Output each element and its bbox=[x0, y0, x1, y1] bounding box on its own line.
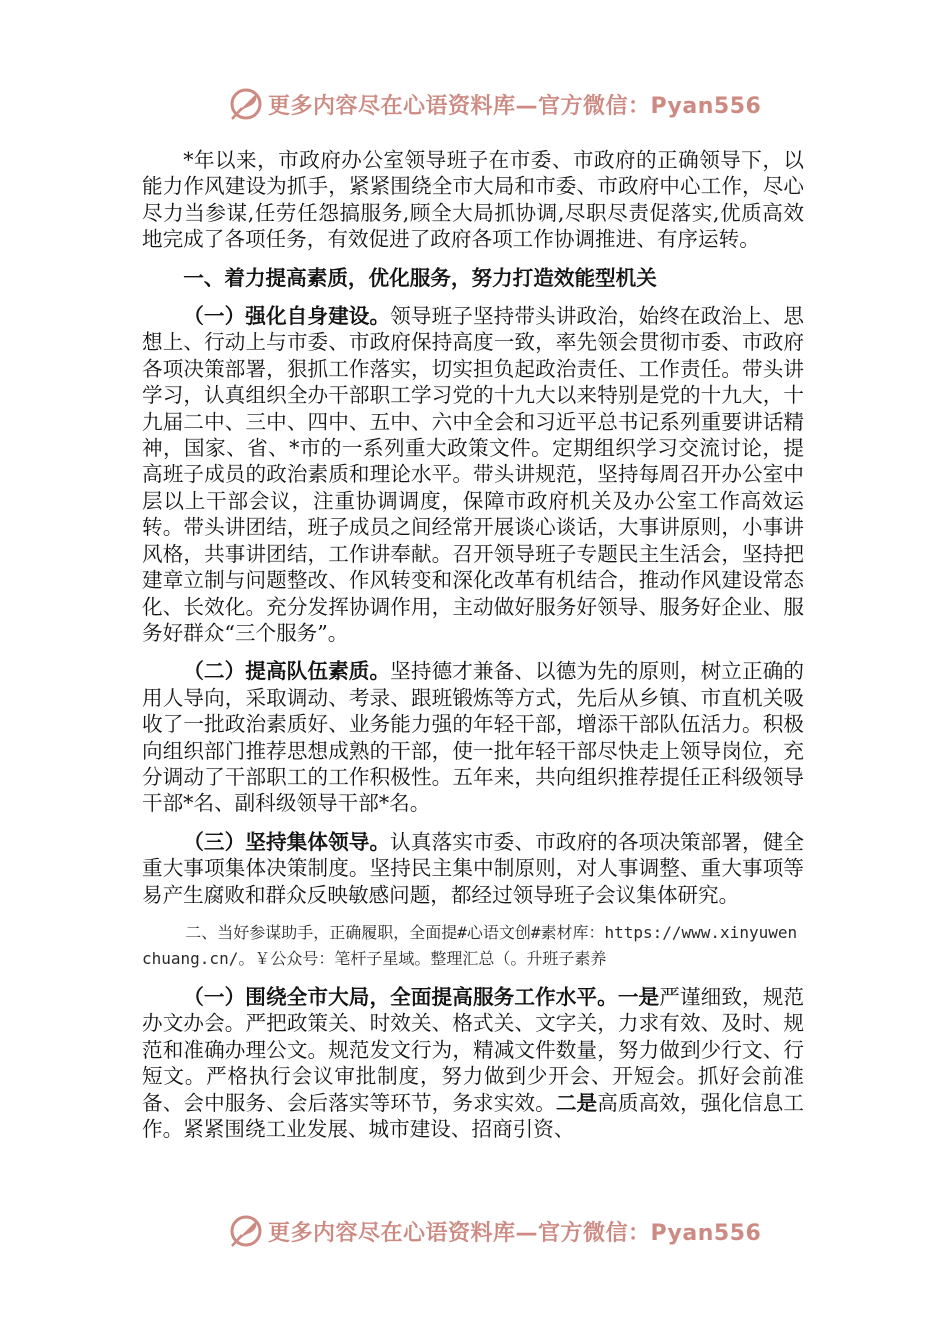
section-heading: 一、着力提高素质，优化服务，努力打造效能型机关 bbox=[183, 265, 657, 290]
paragraph-body: 领导班子坚持带头讲政治，始终在政治上、思想上、行动上与市委、市政府保持高度一致，率先领会贯彻市委、市政府各项决策部署，狠抓工作落实，切实担负起政治责任、工作责任。带头讲学习，认真组织全办干部职工学习党的十九大以来特别是党的十九大，十九届二中、三中、四中、五中、六中全会和习近平总书记系列重要讲话精神，国家、省、*市的一系列重大政策文件。定期组织学习交流讨论，提高班子成员的政治素质和理论水平。带头讲规范，坚持每周召开办公室中层以上干部会议，注重协调调度，保障市政府机关及办公室工作高效运转。带头讲团结，班子成员之间经常开展谈心谈话，大事讲原则，小事讲风格，共事讲团结，工作讲奉献。召开领导班子专题民主生活会，坚持把建章立制与问题整改、作风转变和深化改革有机结合，推动作风建设常态化、长效化。充分发挥协调作用，主动做好服务好领导、服务好企业、服务好群众“三个服务”。 bbox=[142, 304, 805, 645]
keyword: 一是 bbox=[617, 984, 660, 1009]
section2-note: 二、当好参谋助手，正确履职，全面提#心语文创#素材库：https://www.xinyuwenchuang.cn/。￥公众号：笔杆子星域。整理汇总（。升班子素养 bbox=[142, 922, 798, 968]
paragraph-body: 认真落实市委、市政府的各项决策部署，健全重大事项集体决策制度。坚持民主集中制原则，对人事调整、重大事项等易产生腐败和群众反映敏感问题，都经过领导班子会议集体研究。 bbox=[142, 829, 805, 907]
subheading: （一）围绕全市大局，全面提高服务工作水平。 bbox=[183, 984, 618, 1009]
watermark-banner-top bbox=[228, 84, 761, 124]
intro-paragraph: *年以来，市政府办公室领导班子在市委、市政府的正确领导下，以能力作风建设为抓手，紧紧围绕全市大局和市委、市政府中心工作，尽心尽力当参谋,任劳任怨搞服务,顾全大局抓协调,尽职尽责促落实,优质高效地完成了各项任务，有效促进了政府各项工作协调推进、有序运转。 bbox=[142, 148, 804, 252]
subheading: （三）坚持集体领导。 bbox=[183, 829, 391, 854]
document-body bbox=[142, 147, 804, 1154]
watermark-banner-bottom bbox=[228, 1211, 761, 1251]
subheading: （二）提高队伍素质。 bbox=[183, 659, 391, 684]
subheading: （一）强化自身建设。 bbox=[183, 304, 391, 329]
paragraph-self-building bbox=[142, 303, 804, 646]
watermark-text: 更多内容尽在心语资料库—官方微信：Pyan556 bbox=[268, 1220, 762, 1246]
paragraph-team-quality bbox=[142, 658, 804, 816]
feather-logo-icon bbox=[228, 1213, 264, 1249]
paragraph-body: 高质高效，强化信息工作。紧紧围绕工业发展、城市建设、招商引资、 bbox=[142, 1090, 805, 1141]
feather-logo-icon bbox=[228, 86, 264, 122]
paragraph-service-level bbox=[142, 984, 804, 1142]
paragraph-collective-leadership bbox=[142, 829, 804, 908]
paragraph-body: 坚持德才兼备、以德为先的原则，树立正确的用人导向，采取调动、考录、跟班锻炼等方式，先后从乡镇、市直机关吸收了一批政治素质好、业务能力强的年轻干部，增添干部队伍活力。积极向组织部门推荐思想成熟的干部，使一批年轻干部尽快走上领导岗位，充分调动了干部职工的工作积极性。五年来，共向组织推荐提任正科级领导干部*名、副科级领导干部*名。 bbox=[142, 659, 805, 816]
keyword: 二是 bbox=[555, 1090, 598, 1115]
paragraph-body: 严谨细致，规范办文办会。严把政策关、时效关、格式关、文字关，力求有效、及时、规范和准确办理公文。规范发文行为，精减文件数量，努力做到少行文、行短文。严格执行会议审批制度，努力做到少开会、开短会。抓好会前准备、会中服务、会后落实等环节，务求实效。 bbox=[142, 984, 805, 1115]
watermark-text: 更多内容尽在心语资料库—官方微信：Pyan556 bbox=[268, 93, 762, 119]
